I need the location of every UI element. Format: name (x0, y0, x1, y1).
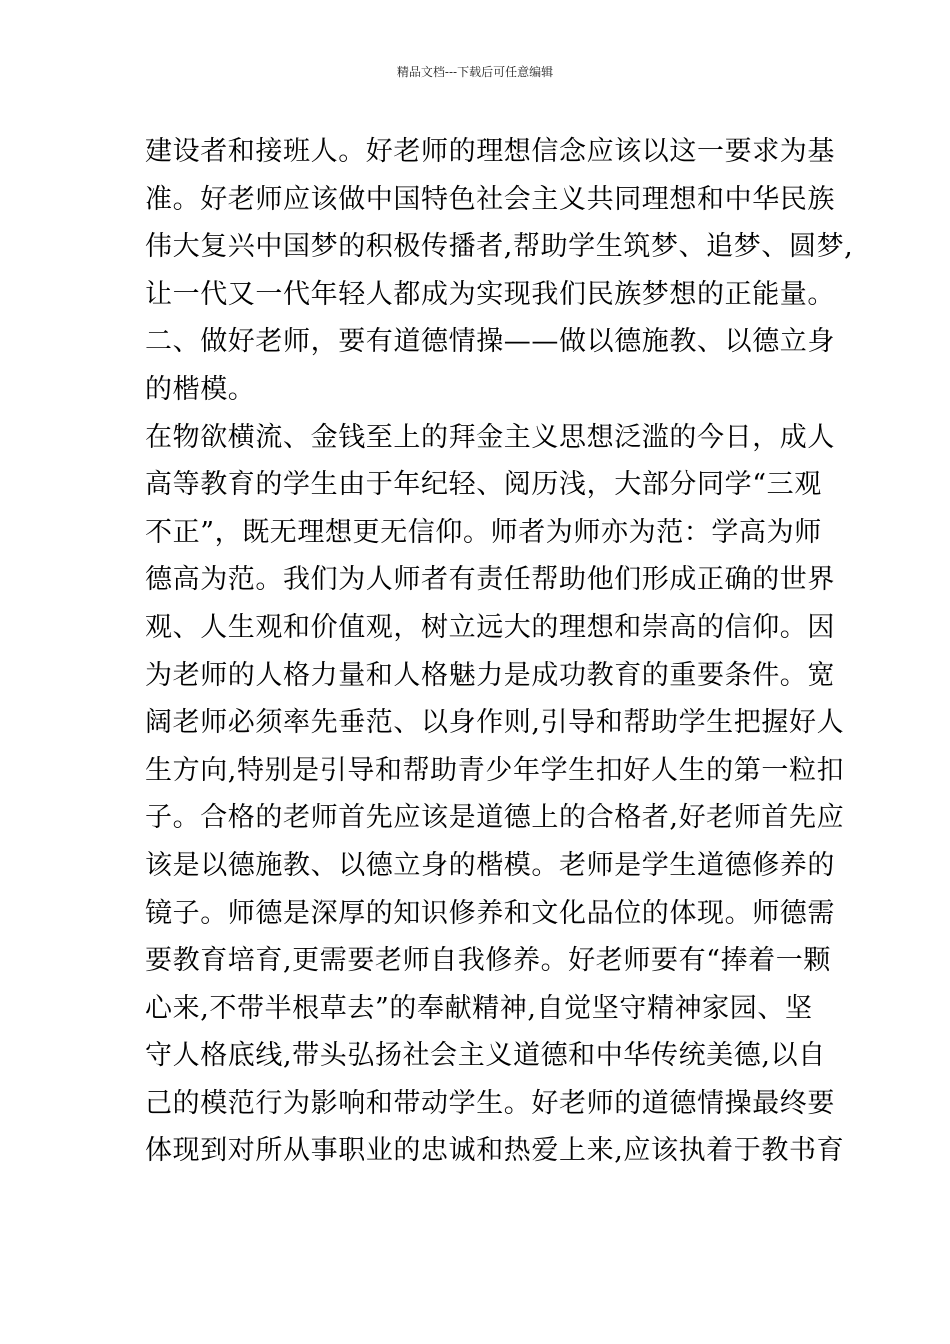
text-line: 在物欲横流、金钱至上的拜金主义思想泛滥的今日，成人 (145, 421, 835, 453)
section-heading-line: 的楷模。 (145, 373, 256, 405)
text-line: 阔老师必须率先垂范、以身作则,引导和帮助学生把握好人 (145, 707, 845, 739)
text-line: 德高为范。我们为人师者有责任帮助他们形成正确的世界 (145, 564, 835, 596)
text-line: 该是以德施教、以德立身的楷模。老师是学生道德修养的 (145, 849, 835, 881)
text-line: 己的模范行为影响和带动学生。好老师的道德情操最终要 (145, 1087, 835, 1119)
text-line: 守人格底线,带头弘扬社会主义道德和中华传统美德,以自 (145, 1040, 826, 1072)
text-line: 体现到对所从事职业的忠诚和热爱上来,应该执着于教书育 (145, 1135, 845, 1167)
text-line: 镜子。师德是深厚的知识修养和文化品位的体现。师德需 (145, 897, 835, 929)
text-line: 为老师的人格力量和人格魅力是成功教育的重要条件。宽 (145, 659, 835, 691)
text-line: 要教育培育,更需要老师自我修养。好老师要有“捧着一颗 (145, 945, 831, 977)
text-line: 子。合格的老师首先应该是道德上的合格者,好老师首先应 (145, 802, 845, 834)
text-line: 准。好老师应该做中国特色社会主义共同理想和中华民族 (145, 183, 835, 215)
text-line: 心来,不带半根草去”的奉献精神,自觉坚守精神家园、坚 (145, 992, 813, 1024)
text-line: 高等教育的学生由于年纪轻、阅历浅，大部分同学“三观 (145, 469, 822, 501)
text-line: 观、人生观和价值观，树立远大的理想和崇高的信仰。因 (145, 611, 835, 643)
text-line: 伟大复兴中国梦的积极传播者,帮助学生筑梦、追梦、圆梦, (145, 231, 854, 263)
text-line: 建设者和接班人。好老师的理想信念应该以这一要求为基 (145, 136, 835, 167)
document-body (145, 128, 854, 1175)
text-line: 让一代又一代年轻人都成为实现我们民族梦想的正能量。 (145, 278, 835, 310)
page-header: 精品文档---下载后可任意编辑 (396, 65, 554, 79)
text-line: 生方向,特别是引导和帮助青少年学生扣好人生的第一粒扣 (145, 754, 845, 786)
text-line: 不正”，既无理想更无信仰。师者为师亦为范：学高为师 (145, 516, 822, 548)
section-heading-line: 二、做好老师，要有道德情操——做以德施教、以德立身 (145, 326, 835, 358)
